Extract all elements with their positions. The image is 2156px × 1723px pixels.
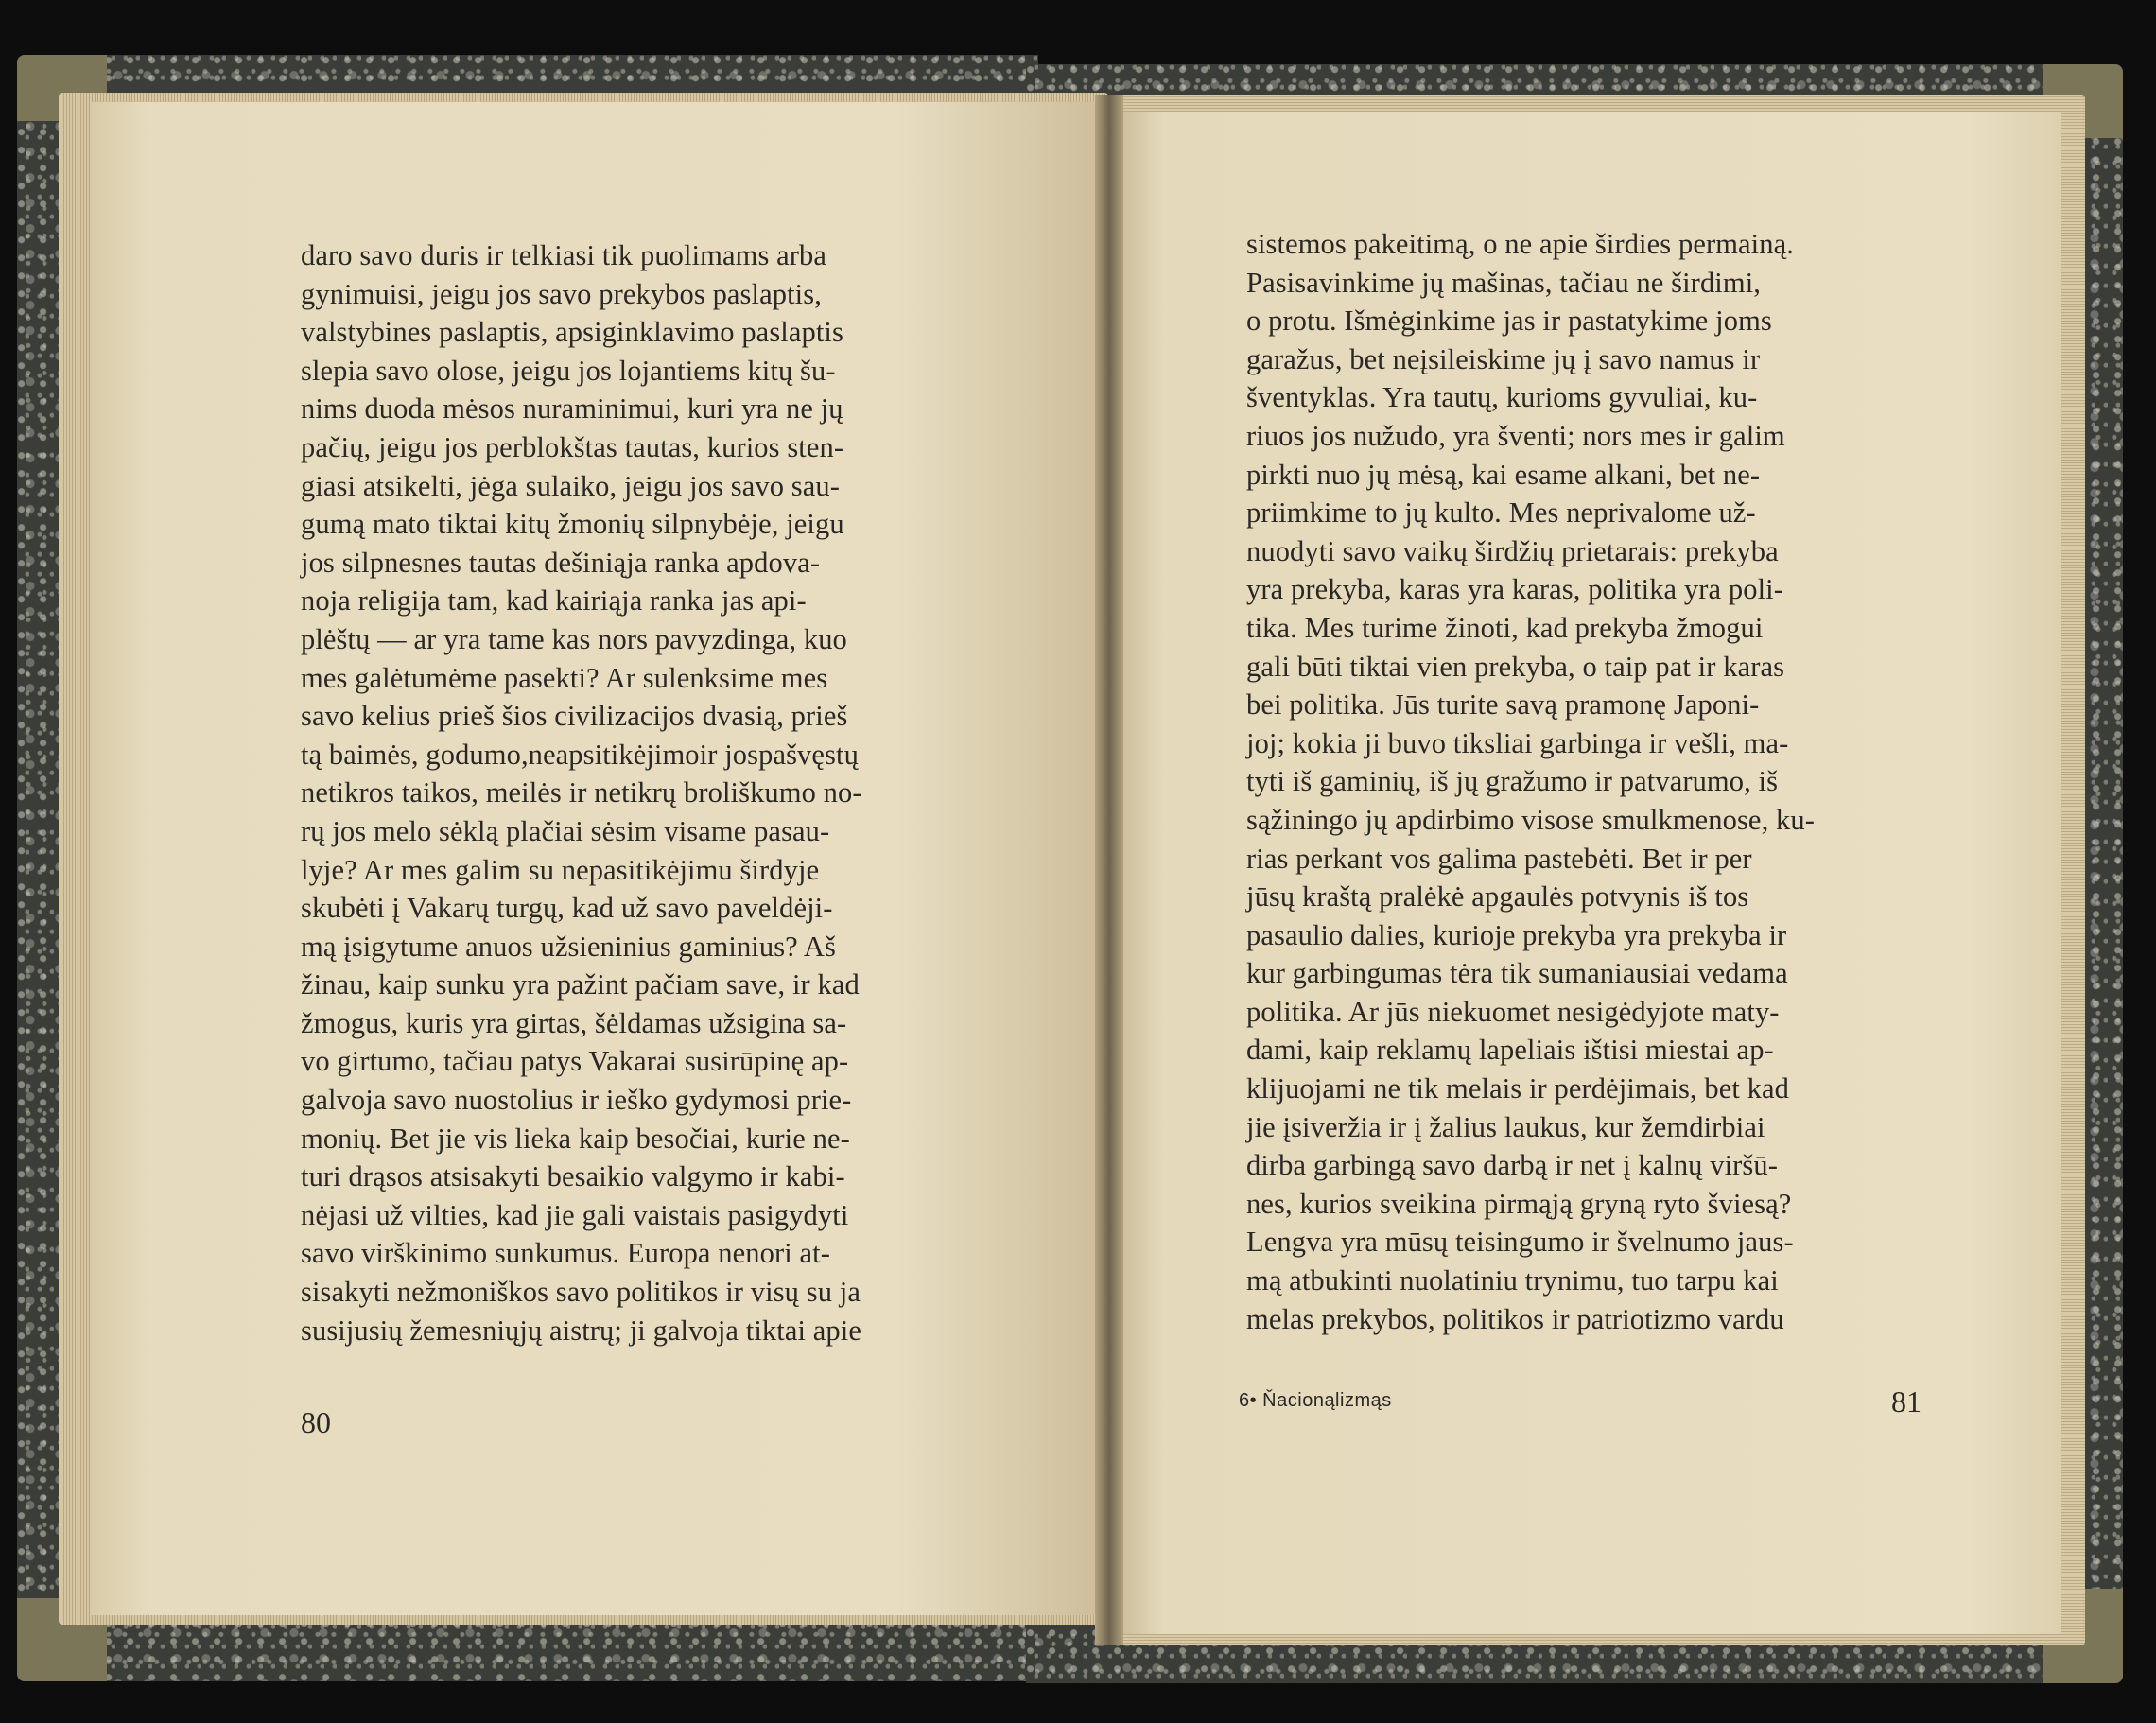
text-line: noja religija tam, kad kairiąja ranka jas api- (301, 584, 807, 618)
text-line: priimkime to jų kulto. Mes neprivalome už- (1246, 496, 1756, 530)
text-line: susijusių žemesniųjų aistrų; ji galvoja tiktai apie (301, 1314, 861, 1347)
text-line: mą atbukinti nuolatiniu trynimu, tuo tarpu kai (1246, 1264, 1779, 1297)
right-page-text (1246, 225, 1929, 1338)
text-line: politika. Ar jūs niekuomet nesigėdyjote maty- (1246, 995, 1780, 1028)
text-line: riuos jos nužudo, yra šventi; nors mes ir galim (1246, 419, 1785, 452)
text-line: pirkti nuo jų mėsą, kai esame alkani, bet ne- (1246, 458, 1761, 491)
text-line: nims duoda mėsos nuraminimui, kuri yra ne jų (301, 392, 843, 426)
text-line: kur garbingumas tėra tik sumaniausiai vedama (1246, 957, 1788, 990)
text-line: dami, kaip reklamų lapeliais ištisi miestai ap- (1246, 1034, 1774, 1067)
text-line: galvoja savo nuostolius ir ieško gydymosi prie- (301, 1084, 852, 1117)
text-line: dirba garbingą savo darbą ir net į kalnų viršū- (1246, 1149, 1778, 1182)
text-line: daro savo duris ir telkiasi tik puolimams arba (301, 239, 827, 271)
text-line: skubėti į Vakarų turgų, kad už savo paveldėji- (301, 892, 833, 925)
text-line: plėštų — ar yra tame kas nors pavyzdinga, kuo (301, 622, 847, 655)
text-line: gynimuisi, jeigu jos savo prekybos paslaptis, (301, 277, 822, 310)
text-line: giasi atsikelti, jėga sulaiko, jeigu jos savo sau- (301, 469, 840, 502)
text-line: rų jos melo sėklą plačiai sėsim visame pasau- (301, 814, 830, 847)
text-line: nes, kurios sveikina pirmąją gryną ryto šviesą? (1246, 1187, 1792, 1220)
text-line: tyti iš gaminių, iš jų gražumo ir patvarumo, iš (1246, 765, 1779, 798)
text-line: mą įsigytume anuos užsieninius gaminius? Aš (301, 930, 836, 963)
book-gutter (1095, 95, 1123, 1645)
text-line: turi drąsos atsisakyti besaikio valgymo ir kabi- (301, 1160, 845, 1193)
text-line: yra prekyba, karas yra karas, politika yra poli- (1246, 573, 1783, 606)
text-line: sisakyti nežmoniškos savo politikos ir visų su ja (301, 1276, 861, 1309)
text-line: o protu. Išmėginkime jas ir pastatykime joms (1246, 305, 1772, 338)
page-number-right: 81 (1891, 1384, 1921, 1418)
text-line: savo virškinimo sunkumus. Europa nenori at- (301, 1237, 831, 1270)
text-line: pasaulio dalies, kurioje prekyba yra prekyba ir (1246, 918, 1787, 951)
text-line: gumą mato tiktai kitų žmonių silpnybėje, jeigu (301, 508, 844, 541)
text-line: Lengva yra mūsų teisingumo ir švelnumo jaus- (1246, 1226, 1794, 1259)
text-line: monių. Bet jie vis lieka kaip besočiai, kurie ne- (301, 1122, 850, 1155)
signature-mark: 6• Ňacionąlizmąs (1239, 1390, 1392, 1411)
text-line: jos silpnesnes tautas dešiniąja ranka apdova- (301, 546, 821, 579)
left-page-text (301, 236, 996, 1349)
text-line: pačių, jeigu jos perblokštas tautas, kurios sten- (301, 430, 844, 463)
text-line: tą baimės, godumo,neapsitikėjimoir jospašvęstų (301, 738, 859, 771)
text-line: žmogus, kuris yra girtas, šėldamas užsigina sa- (301, 1006, 847, 1039)
text-line: žinau, kaip sunku yra pažint pačiam save, ir kad (301, 968, 860, 1001)
text-line: lyje? Ar mes galim su nepasitikėjimu širdyje (301, 853, 820, 886)
text-line: Pasisavinkime jų mašinas, tačiau ne širdimi, (1246, 266, 1761, 299)
text-line: gali būti tiktai vien prekyba, o taip pat ir karas (1246, 650, 1785, 683)
text-line: savo kelius prieš šios civilizacijos dvasią, prieš (301, 700, 848, 733)
text-line: jūsų kraštą pralėkė apgaulės potvynis iš tos (1246, 880, 1749, 914)
text-line: jie įsiveržia ir į žalius laukus, kur žemdirbiai (1246, 1110, 1765, 1143)
text-line: valstybines paslaptis, apsiginklavimo paslaptis (301, 316, 843, 349)
text-line: rias perkant vos galima pastebėti. Bet ir per (1246, 842, 1752, 875)
text-line: sistemos pakeitimą, o ne apie širdies permainą. (1246, 228, 1794, 260)
text-line: melas prekybos, politikos ir patriotizmo vardu (1246, 1302, 1784, 1335)
text-line: sąžiningo jų apdirbimo visose smulkmenose, ku- (1246, 803, 1815, 836)
text-line: joj; kokia ji buvo tiksliai garbinga ir vešli, ma- (1246, 726, 1789, 759)
text-line: vo girtumo, tačiau patys Vakarai susirūpinę ap- (301, 1045, 849, 1078)
page-number-left: 80 (301, 1405, 331, 1439)
text-line: mes galėtumėme pasekti? Ar sulenksime mes (301, 661, 828, 694)
text-line: nuodyti savo vaikų širdžių prietarais: prekyba (1246, 534, 1779, 567)
text-line: šventyklas. Yra tautų, kurioms gyvuliai, ku- (1246, 381, 1758, 414)
text-line: slepia savo olose, jeigu jos lojantiems kitų šu- (301, 354, 836, 387)
text-line: netikros taikos, meilės ir netikrų broliškumo no- (301, 776, 862, 809)
text-line: nėjasi už vilties, kad jie gali vaistais pasigydyti (301, 1198, 849, 1231)
text-line: tika. Mes turime žinoti, kad prekyba žmogui (1246, 611, 1764, 644)
text-line: bei politika. Jūs turite savą pramonę Japoni- (1246, 688, 1760, 722)
text-line: garažus, bet neįsileiskime jų į savo namus ir (1246, 342, 1761, 375)
text-line: klijuojami ne tik melais ir perdėjimais, bet kad (1246, 1072, 1789, 1105)
